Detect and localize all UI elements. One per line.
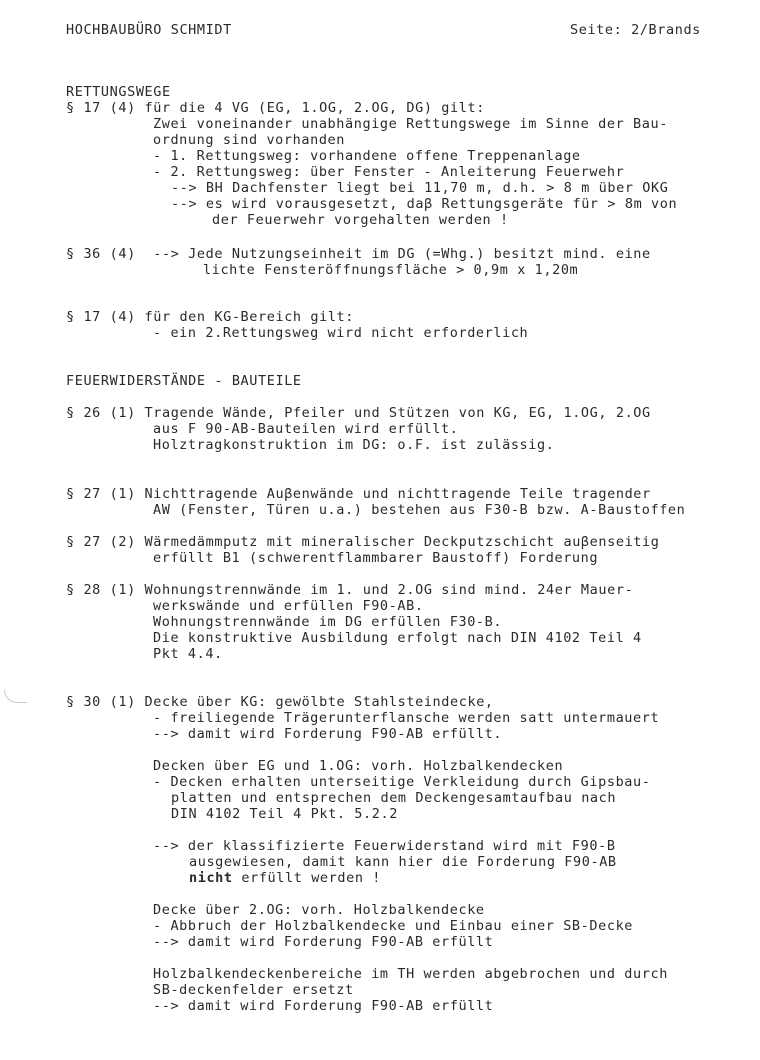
text-line: § 27 (1) Nichttragende Auβenwände und nichttragende Teile tragender bbox=[66, 486, 651, 502]
text-line: --> damit wird Forderung F90-AB erfüllt. bbox=[153, 726, 503, 742]
text-line: platten und entsprechen dem Deckengesamtaufbau nach bbox=[171, 790, 617, 806]
text-line: Decken über EG und 1.OG: vorh. Holzbalkendecken bbox=[153, 758, 564, 774]
text-line: § 36 (4) --> Jede Nutzungseinheit im DG (=Whg.) besitzt mind. eine bbox=[66, 246, 651, 262]
text-line: - 1. Rettungsweg: vorhandene offene Treppenanlage bbox=[153, 148, 581, 164]
text-line: Die konstruktive Ausbildung erfolgt nach DIN 4102 Teil 4 bbox=[153, 630, 642, 646]
text-line: erfüllt B1 (schwerentflammbarer Baustoff) Forderung bbox=[153, 550, 599, 566]
text-line: - ein 2.Rettungsweg wird nicht erforderlich bbox=[153, 325, 529, 341]
text-line: SB-deckenfelder ersetzt bbox=[153, 982, 354, 998]
text-line: --> es wird vorausgesetzt, daβ Rettungsgeräte für > 8m von bbox=[171, 196, 678, 212]
text-line bbox=[189, 870, 381, 886]
text-line: Wohnungstrennwände im DG erfüllen F30-B. bbox=[153, 614, 503, 630]
text-line: - 2. Rettungsweg: über Fenster - Anleiterung Feuerwehr bbox=[153, 164, 625, 180]
text-line: --> BH Dachfenster liegt bei 11,70 m, d.h. > 8 m über OKG bbox=[171, 180, 669, 196]
text-line: § 17 (4) für die 4 VG (EG, 1.OG, 2.OG, DG) gilt: bbox=[66, 100, 485, 116]
text-line: § 27 (2) Wärmedämmputz mit mineralischer Deckputzschicht auβenseitig bbox=[66, 534, 660, 550]
text-line: der Feuerwehr vorgehalten werden ! bbox=[212, 212, 509, 228]
text-line: Zwei voneinander unabhängige Rettungswege im Sinne der Bau- bbox=[153, 116, 668, 132]
text-line: --> damit wird Forderung F90-AB erfüllt bbox=[153, 934, 494, 950]
text-line: lichte Fensteröffnungsfläche > 0,9m x 1,20m bbox=[203, 262, 579, 278]
text-line: werkswände und erfüllen F90-AB. bbox=[153, 598, 424, 614]
text-line: - freiliegende Trägerunterflansche werden satt untermauert bbox=[153, 710, 660, 726]
emphasis-nicht: nicht bbox=[189, 870, 233, 886]
text-line: Holzbalkendeckenbereiche im TH werden abgebrochen und durch bbox=[153, 966, 668, 982]
text-line: Decke über 2.OG: vorh. Holzbalkendecke bbox=[153, 902, 485, 918]
page-number: Seite: 2/Brands bbox=[570, 22, 701, 38]
text-line: --> damit wird Forderung F90-AB erfüllt bbox=[153, 998, 494, 1014]
text-line: --> der klassifizierte Feuerwiderstand wird mit F90-B bbox=[153, 838, 616, 854]
text-line: ordnung sind vorhanden bbox=[153, 132, 346, 148]
text-line: AW (Fenster, Türen u.a.) bestehen aus F30-B bzw. A-Baustoffen bbox=[153, 502, 686, 518]
text-line: Pkt 4.4. bbox=[153, 646, 223, 662]
text-line: § 26 (1) Tragende Wände, Pfeiler und Stützen von KG, EG, 1.OG, 2.OG bbox=[66, 405, 651, 421]
text-line: ausgewiesen, damit kann hier die Forderung F90-AB bbox=[189, 854, 617, 870]
text-line: § 17 (4) für den KG-Bereich gilt: bbox=[66, 309, 355, 325]
section-heading: RETTUNGSWEGE bbox=[66, 84, 171, 100]
text-line: DIN 4102 Teil 4 Pkt. 5.2.2 bbox=[171, 806, 398, 822]
section-heading: FEUERWIDERSTÄNDE - BAUTEILE bbox=[66, 373, 302, 389]
company-name: HOCHBAUBÜRO SCHMIDT bbox=[66, 22, 232, 38]
scan-mark bbox=[4, 690, 27, 703]
text-line: - Abbruch der Holzbalkendecke und Einbau einer SB-Decke bbox=[153, 918, 634, 934]
text-line: § 28 (1) Wohnungstrennwände im 1. und 2.OG sind mind. 24er Mauer- bbox=[66, 582, 634, 598]
text-line: Holztragkonstruktion im DG: o.F. ist zulässig. bbox=[153, 437, 555, 453]
text-line: - Decken erhalten unterseitige Verkleidung durch Gipsbau- bbox=[153, 774, 651, 790]
text-line: aus F 90-AB-Bauteilen wird erfüllt. bbox=[153, 421, 459, 437]
text-line: § 30 (1) Decke über KG: gewölbte Stahlsteindecke, bbox=[66, 694, 494, 710]
text-line-rest: erfüllt werden ! bbox=[232, 870, 382, 886]
